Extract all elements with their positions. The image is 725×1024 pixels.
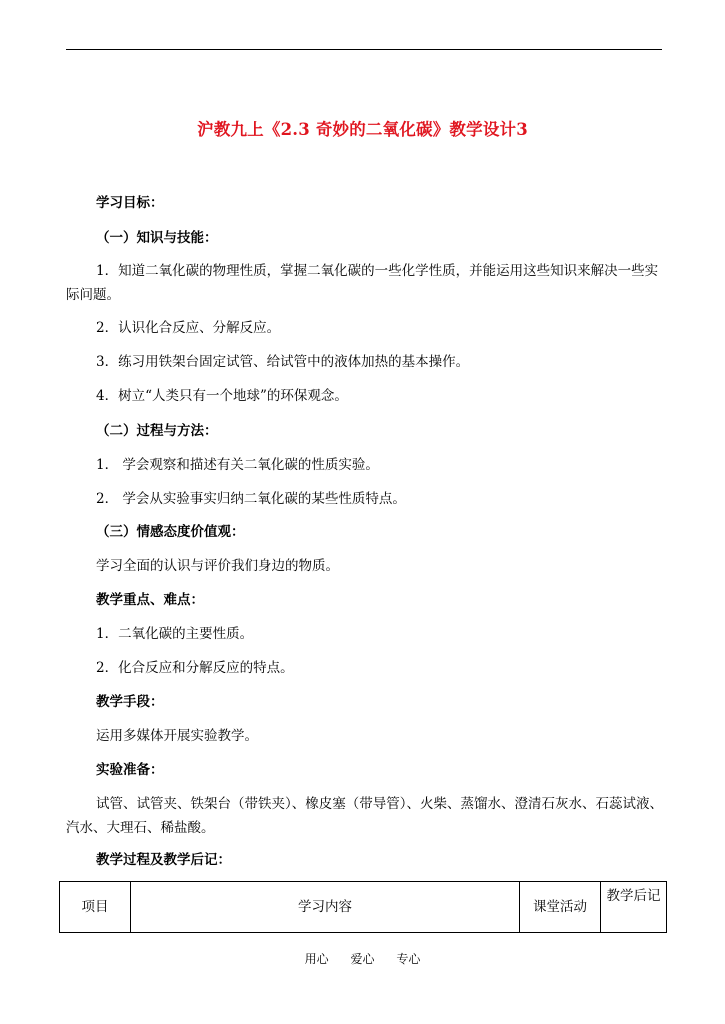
knowledge-item-3: 3．练习用铁架台固定试管、给试管中的液体加热的基本操作。 [96,354,470,370]
means-heading: 教学手段： [96,694,164,710]
page-footer [0,950,725,967]
knowledge-item-2: 2．认识化合反应、分解反应。 [96,320,281,336]
lesson-plan-table [59,881,667,933]
header-cell-item: 项目 [60,882,131,933]
header-cell-notes: 教学后记 [601,882,667,933]
process-item-1: 1． 学会观察和描述有关二氧化碳的性质实验。 [96,457,379,473]
process-heading: （二）过程与方法： [96,423,218,439]
header-cell-activity: 课堂活动 [520,882,601,933]
header-cell-content: 学习内容 [131,882,520,933]
prep-text: 试管、试管夹、铁架台（带铁夹）、橡皮塞（带导管）、火柴、蒸馏水、澄清石灰水、石蕊试液、汽水、大理石、稀盐酸。 [66,796,663,836]
knowledge-item-1: 1．知道二氧化碳的物理性质，掌握二氧化碳的一些化学性质，并能运用这些知识来解决一些实际问题。 [66,263,659,303]
footer-word-3: 专心 [396,952,421,966]
footer-word-2: 爱心 [350,952,375,966]
keypoints-heading: 教学重点、难点： [96,592,204,608]
keypoints-item-2: 2．化合反应和分解反应的特点。 [96,660,294,676]
footer-word-1: 用心 [304,952,329,966]
objectives-heading: 学习目标： [96,195,164,211]
header-rule [66,49,662,50]
procedure-heading: 教学过程及教学后记： [96,852,231,868]
keypoints-item-1: 1．二氧化碳的主要性质。 [96,626,254,642]
document-title: 沪教九上《2.3 奇妙的二氧化碳》教学设计3 [197,120,528,139]
prep-heading: 实验准备： [96,762,164,778]
knowledge-heading: （一）知识与技能： [96,230,218,246]
attitude-heading: （三）情感态度价值观： [96,524,245,540]
knowledge-item-4: 4．树立“人类只有一个地球”的环保观念。 [96,388,348,404]
means-text: 运用多媒体开展实验教学。 [96,728,258,744]
attitude-text: 学习全面的认识与评价我们身边的物质。 [96,558,339,574]
process-item-2: 2． 学会从实验事实归纳二氧化碳的某些性质特点。 [96,491,406,507]
table-header-row [60,882,667,933]
